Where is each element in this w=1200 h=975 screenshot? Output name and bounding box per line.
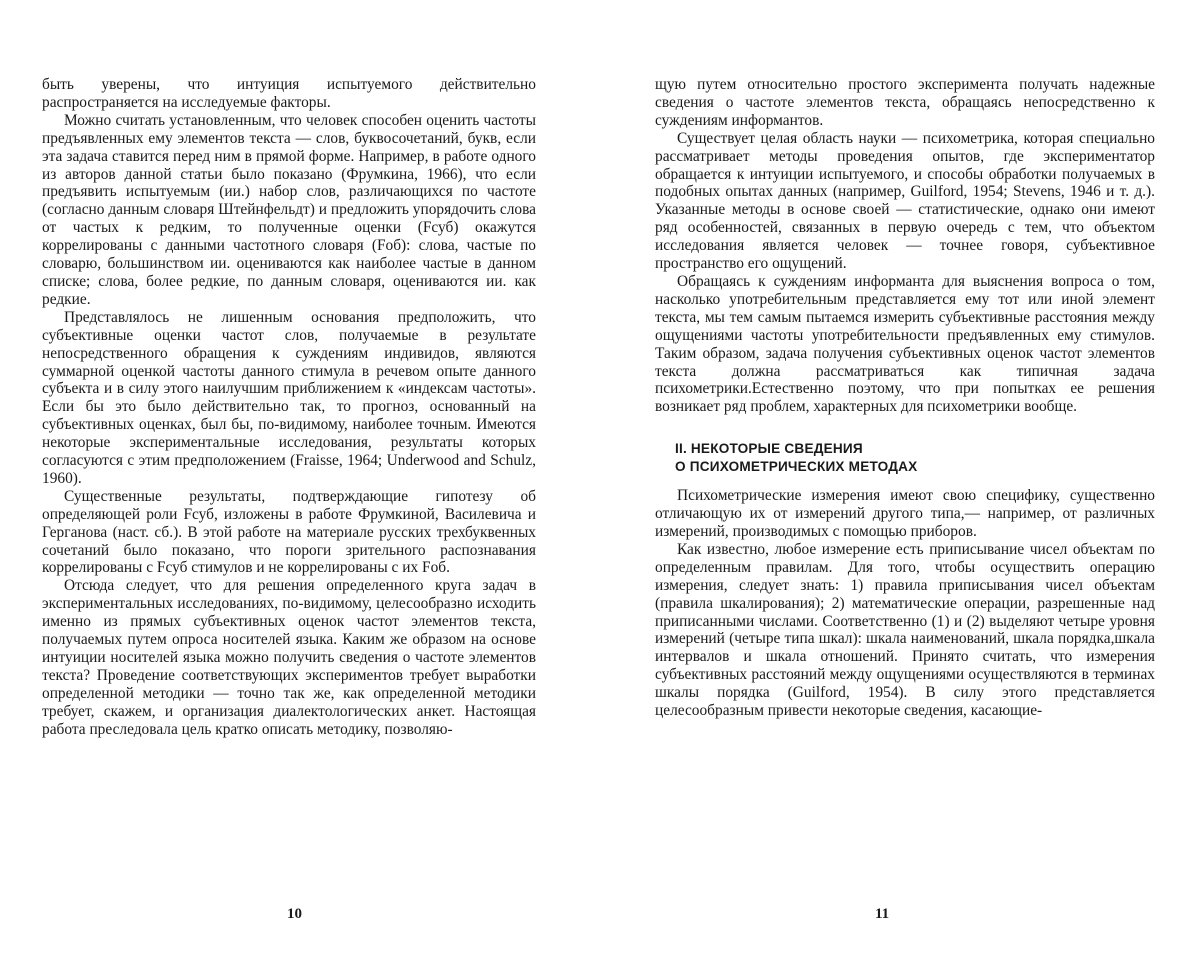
- page-number-left: 10: [287, 906, 302, 922]
- paragraph: быть уверены, что интуиция испытуемого действительно распространяется на исследуемые факторы.: [42, 76, 536, 111]
- paragraph: Существенные результаты, подтверждающие гипотезу об определяющей роли Fсуб, изложены в работе Фрумкиной, Василевича и Герганова (наст. сб.). В этой работе на материале русских трехбуквенных сочетаний было показано, что пороги зрительного распознавания коррелированы с Fсуб стимулов и не коррелированы с их Fоб.: [42, 487, 536, 577]
- paragraph: Как известно, любое измерение есть приписывание чисел объектам по определенным правилам. Для того, чтобы осуществить операцию измерения, следует знать: 1) правила приписывания чисел объектам (правила шкалирования); 2) математические операции, разрешенные над приписанными числами. Соответственно (1) и (2) выделяют четыре уровня измерений (четыре типа шкал): шкала наименований, шкала порядка,шкала интервалов и шкала отношений. Принято считать, что измерения субъективных расстояний между ощущениями осуществляются в терминах шкалы порядка (Guilford, 1954). В силу этого представляется целесообразным привести некоторые сведения, касающие-: [655, 540, 1155, 720]
- paragraph: Отсюда следует, что для решения определенного круга задач в экспериментальных исследованиях, по-видимому, целесообразно исходить именно из прямых субъективных оценок частот элементов текста, получаемых путем опроса носителей языка. Каким же образом на основе интуиции носителей языка можно получить сведения о частоте элементов текста? Проведение соответствующих экспериментов требует выработки определенной методики — точно так же, как определенной методики требует, скажем, и организация диалектологических анкет. Настоящая работа преследовала цель кратко описать методику, позволяю-: [42, 577, 536, 738]
- paragraph: Обращаясь к суждениям информанта для выяснения вопроса о том, насколько употребительным представляется ему тот или иной элемент текста, мы тем самым пытаемся измерить субъективные расстояния между ощущениями частоты употребительности предъявленных ему стимулов. Таким образом, задача получения субъективных оценок частот элементов текста должна рассматриваться как типичная задача психометрики.Естественно поэтому, что при попытках ее решения возникает ряд проблем, характерных для психометрики вообще.: [655, 272, 1155, 416]
- section-heading: [675, 440, 1155, 476]
- paragraph: щую путем относительно простого эксперимента получать надежные сведения о частоте элементов текста, обращаясь непосредственно к суждениям информантов.: [655, 76, 1155, 129]
- section-heading-line2: О ПСИХОМЕТРИЧЕСКИХ МЕТОДАХ: [675, 459, 918, 475]
- paragraph: Существует целая область науки — психометрика, которая специально рассматривает методы проведения опытов, где экспериментатор обращается к интуиции испытуемого, и способы обработки получаемых в подобных опытах данных (например, Guilford, 1954; Stevens, 1946 и т. д.). Указанные методы в основе своей — статистические, однако они имеют ряд особенностей, связанных в первую очередь с тем, что объектом исследования является человек — точнее говоря, субъективное пространство его ощущений.: [655, 129, 1155, 273]
- paragraph: Можно считать установленным, что человек способен оценить частоты предъявленных ему элементов текста — слов, буквосочетаний, букв, если эта задача ставится перед ним в прямой форме. Например, в работе одного из авторов данной статьи было показано (Фрумкина, 1966), что если предъявить испытуемым (ии.) набор слов, различающихся по частоте (согласно данным словаря Штейнфельдт) и предложить упорядочить слова от частых к редким, то полученные оценки (Fсуб) окажутся коррелированы с данными частотного словаря (Fоб): слова, частые по словарю, большинством ии. оцениваются как наиболее частые в данном списке; слова, более редкие, по данным словаря, оцениваются ии. как редкие.: [42, 111, 536, 308]
- paragraph: Представлялось не лишенным основания предположить, что субъективные оценки частот слов, получаемые в результате непосредственного обращения к суждениям индивидов, являются суммарной оценкой частоты данного стимула в речевом опыте данного субъекта и в силу этого наилучшим приближением к «индексам частоты». Если бы это было действительно так, то прогноз, основанный на субъективных оценках, был бы, по-видимому, наиболее точным. Имеются некоторые экспериментальные исследования, результаты которых согласуются с этим предположением (Fraisse, 1964; Underwood and Schulz, 1960).: [42, 308, 536, 487]
- section-heading-line1: II. НЕКОТОРЫЕ СВЕДЕНИЯ: [675, 441, 863, 457]
- page-number-right: 11: [875, 906, 890, 922]
- right-page-text: [655, 76, 1155, 720]
- left-page-text: [42, 76, 536, 739]
- paragraph: Психометрические измерения имеют свою специфику, существенно отличающую их от измерений другого типа,— например, от различных измерений, производимых с помощью приборов.: [655, 487, 1155, 541]
